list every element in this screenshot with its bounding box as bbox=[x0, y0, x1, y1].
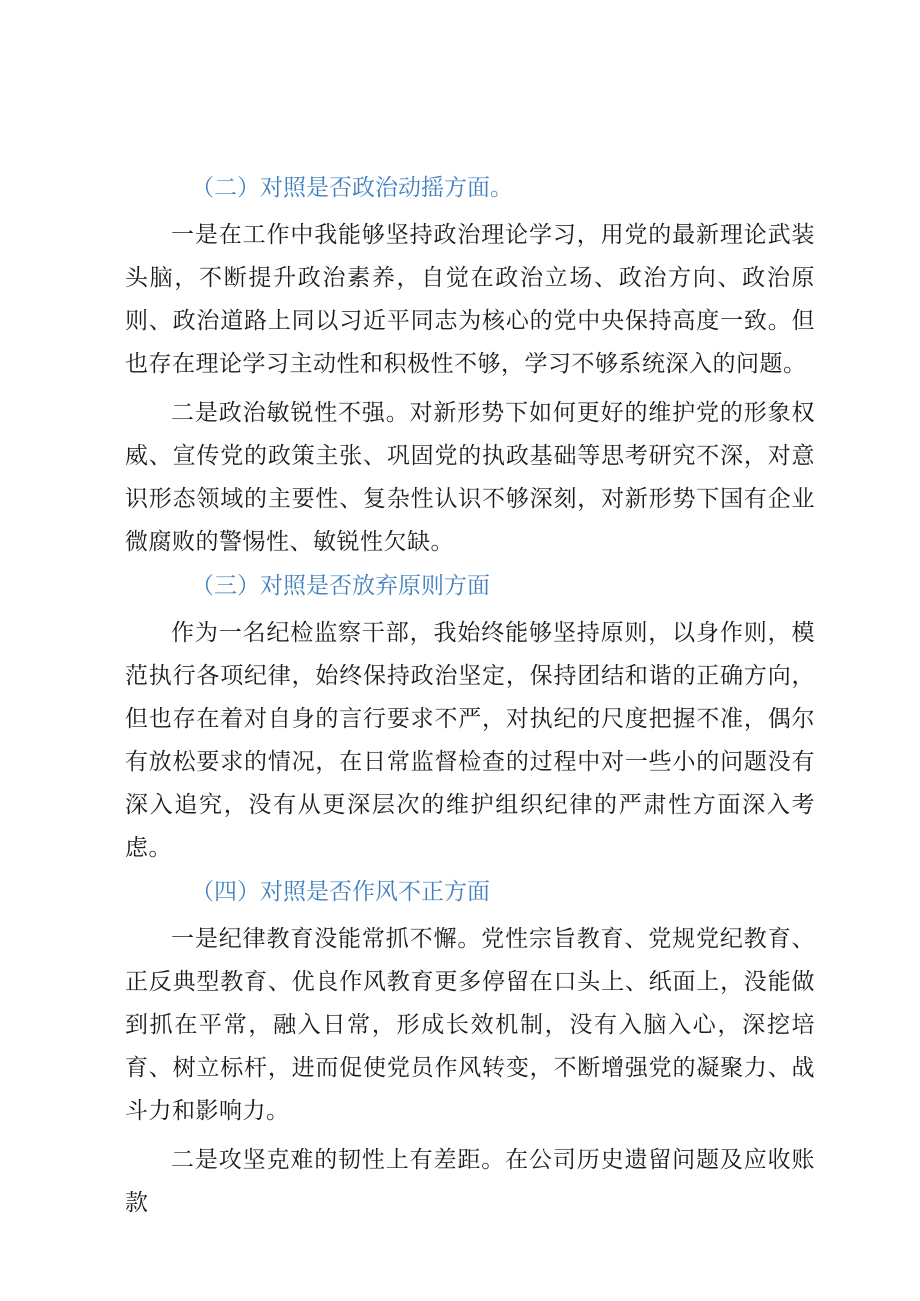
section-2-paragraph-2: 二是政治敏锐性不强。对新形势下如何更好的维护党的形象权威、宣传党的政策主张、巩固党的执政基础等思考研究不深，对意识形态领域的主要性、复杂性认识不够深刻，对新形势下国有企业微腐败的警惕性、敏锐性欠缺。 bbox=[125, 400, 815, 555]
section-3-paragraph-1: 作为一名纪检监察干部，我始终能够坚持原则，以身作则，模范执行各项纪律，始终保持政治坚定，保持团结和谐的正确方向，但也存在着对自身的言行要求不严，对执纪的尺度把握不准，偶尔有放松要求的情况，在日常监督检查的过程中对一些小的问题没有深入追究，没有从更深层次的维护组织纪律的严肃性方面深入考虑。 bbox=[125, 620, 815, 861]
section-2-paragraph-1: 一是在工作中我能够坚持政治理论学习，用党的最新理论武装头脑，不断提升政治素养，自觉在政治立场、政治方向、政治原则、政治道路上同以习近平同志为核心的党中央保持高度一致。但也存在理论学习主动性和积极性不够，学习不够系统深入的问题。 bbox=[125, 222, 815, 377]
section-4-paragraph-2: 二是攻坚克难的韧性上有差距。在公司历史遗留问题及应收账款 bbox=[125, 1147, 815, 1216]
section-heading-2: （二）对照是否政治动摇方面。 bbox=[191, 175, 513, 201]
document-body bbox=[125, 168, 815, 1225]
section-heading-4: （四）对照是否作风不正方面 bbox=[191, 879, 490, 905]
section-heading-3: （三）对照是否放弃原则方面 bbox=[191, 573, 490, 599]
section-4-paragraph-1: 一是纪律教育没能常抓不懈。党性宗旨教育、党规党纪教育、正反典型教育、优良作风教育更多停留在口头上、纸面上，没能做到抓在平常，融入日常，形成长效机制，没有入脑入心，深挖培育、树立标杆，进而促使党员作风转变，不断增强党的凝聚力、战斗力和影响力。 bbox=[125, 926, 815, 1124]
